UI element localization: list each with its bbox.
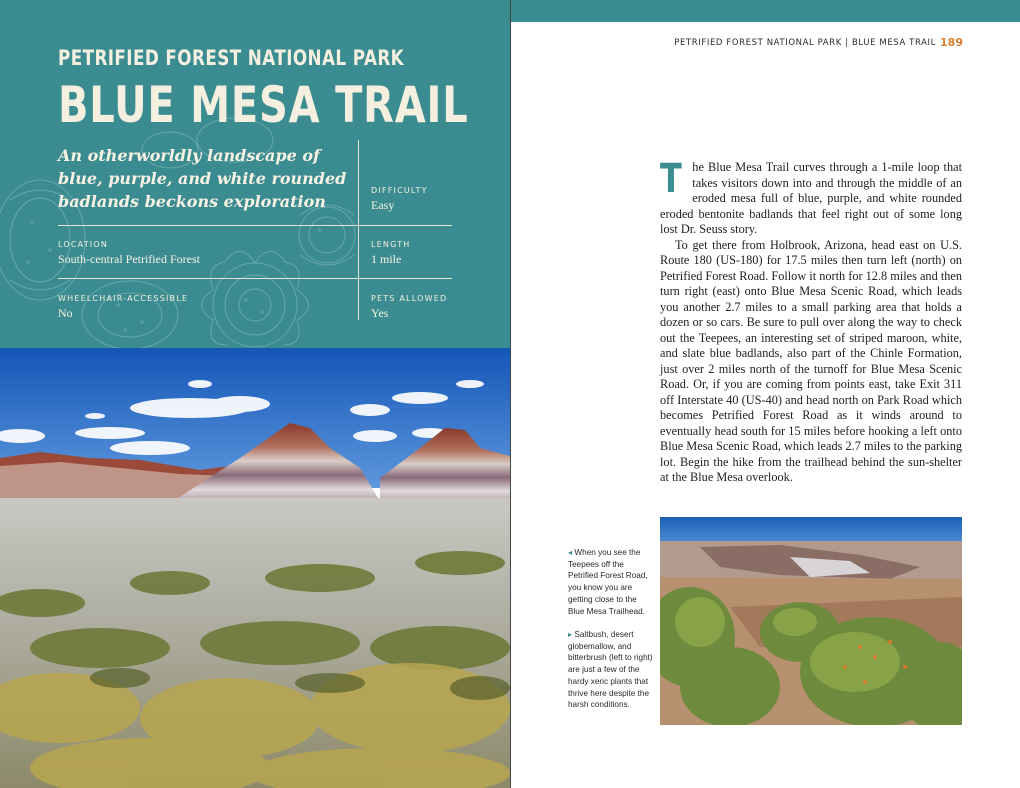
location-value: South-central Petrified Forest — [58, 252, 200, 266]
caption-plants-text: Saltbush, desert globemallow, and bitterbrush (left to right) are just a few of the hardy xeric plants that thrive here despite the harsh conditions. — [568, 630, 653, 710]
difficulty-value: Easy — [371, 198, 395, 212]
park-name: PETRIFIED FOREST NATIONAL PARK — [58, 46, 405, 70]
stats-divider-horizontal-1 — [58, 225, 452, 226]
stats-divider-horizontal-2 — [58, 278, 452, 279]
pets-value: Yes — [371, 306, 389, 320]
trail-tagline: An otherworldly landscape of blue, purple, and white rounded badlands beckons exploration — [58, 146, 347, 211]
wheelchair-label: WHEELCHAIR-ACCESSIBLE — [58, 294, 189, 303]
length-value: 1 mile — [371, 252, 402, 266]
paragraph-1-text: he Blue Mesa Trail curves through a 1-mile loop that takes visitors down into and through the middle of an eroded mesa full of blue, purple, and white rounded eroded bentonite badlands that feel right out of some long lost Dr. Seuss story. — [660, 160, 962, 236]
paragraph-2: To get there from Holbrook, Arizona, head east on U.S. Route 180 (US-180) for 17.5 miles then turn left (north) on Petrified Forest Road. Follow it north for 12.8 miles and then turn right (east) onto Blue Mesa Scenic Road, which leads you another 2.7 miles to a small parking area that holds a dozen or so cars. Be sure to pull over along the way to check out the Teepees, an interesting set of striped maroon, white, and slate blue badlands, also part of the Chinle Formation, just over 2 miles north of the turnoff for Blue Mesa Scenic Road. Or, if you are coming from points east, take Exit 311 off Interstate 40 (US-40) and head north on Park Road which becomes Petrified Forest Road as it winds around to eventually head south for 15 miles before hooking a left onto Blue Mesa Scenic Road, which leads 2.7 miles to the parking lot. Begin the hike from the trailhead behind the sun-shelter at the Blue Mesa overlook. — [660, 237, 962, 484]
pets-label: PETS ALLOWED — [371, 294, 448, 303]
location-label: LOCATION — [58, 240, 109, 249]
paragraph-1 — [660, 156, 962, 238]
caption-arrow-left-icon: ◂ — [568, 548, 573, 557]
length-label: LENGTH — [371, 240, 411, 249]
trail-title: BLUE MESA TRAIL — [58, 76, 469, 134]
wheelchair-value: No — [58, 306, 73, 320]
caption-plants — [568, 629, 654, 711]
difficulty-label: DIFFICULTY — [371, 186, 428, 195]
xeric-plants-photo — [660, 517, 962, 725]
right-page — [511, 0, 1020, 788]
body-text — [660, 156, 962, 486]
stats-divider-vertical-left — [358, 140, 359, 320]
page-number: 189 — [940, 36, 963, 49]
drop-cap: T — [660, 156, 682, 202]
teepees-badlands-photo — [0, 348, 510, 788]
caption-teepees-text: When you see the Teepees off the Petrified Forest Road, you know you are getting close to the Blue Mesa Trailhead. — [568, 548, 648, 616]
running-head: PETRIFIED FOREST NATIONAL PARK | BLUE MESA TRAIL — [674, 38, 936, 48]
caption-teepees — [568, 547, 654, 617]
trail-header-panel — [0, 0, 510, 348]
top-accent-band — [511, 0, 1020, 22]
caption-arrow-right-icon: ▸ — [568, 630, 573, 639]
